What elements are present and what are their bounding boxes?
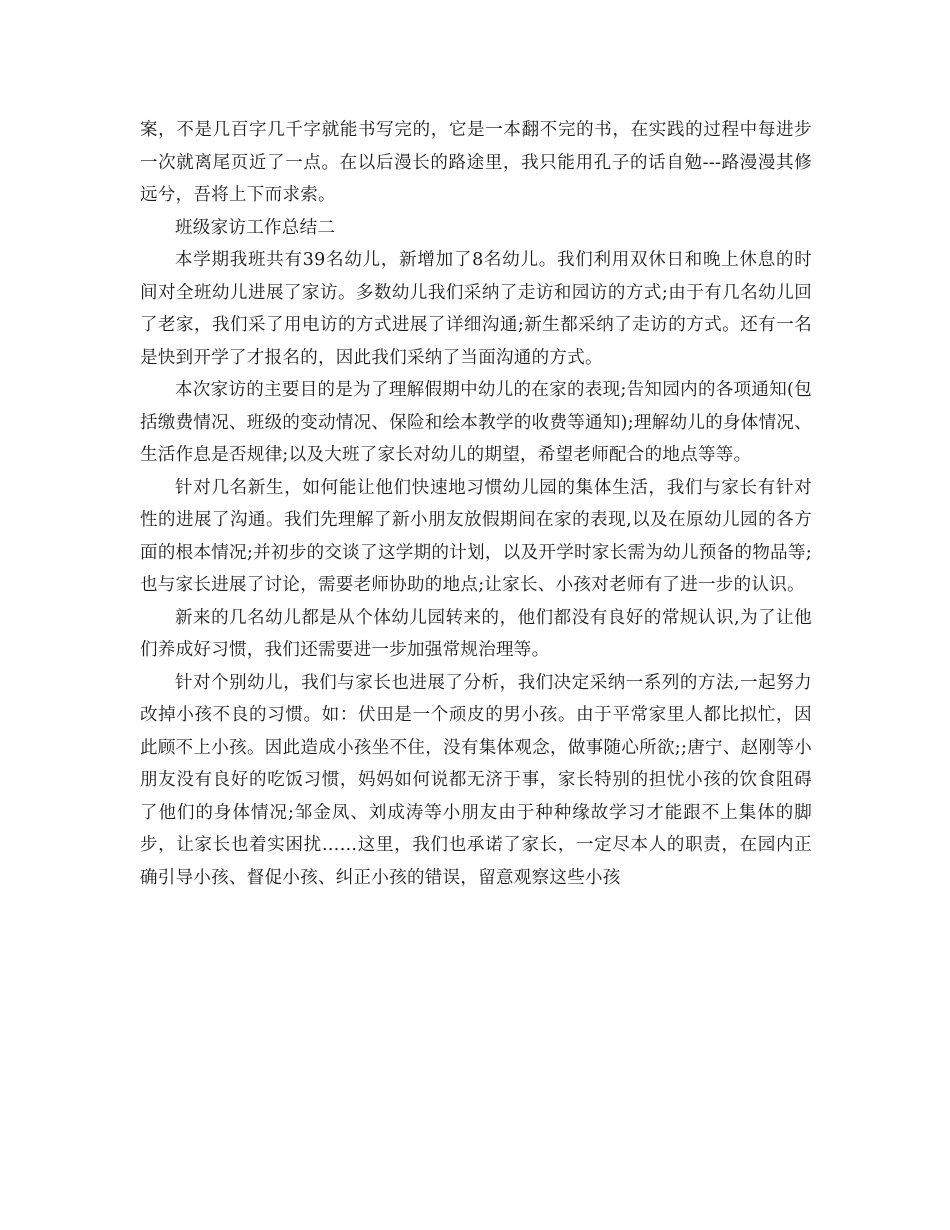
paragraph-class-overview: 本学期我班共有39名幼儿，新增加了8名幼儿。我们利用双休日和晚上休息的时间对全班幼儿进展了家访。多数幼儿我们采纳了走访和园访的方式;由于有几名幼儿回了老家，我们采了用电访的方式进展了详细沟通;新生都采纳了走访的方式。还有一名是快到开学了才报名的，因此我们采纳了当面沟通的方式。 (140, 250, 812, 368)
section-heading: 班级家访工作总结二 (175, 217, 336, 238)
paragraph-individual-children: 针对个别幼儿，我们与家长也进展了分析，我们决定采纳一系列的方法,一起努力改掉小孩不良的习惯。如：伏田是一个顽皮的男小孩。由于平常家里人都比拟忙，因此顾不上小孩。因此造成小孩坐不住，没有集体观念，做事随心所欲;;唐宁、赵刚等小朋友没有良好的吃饭习惯，妈妈如何说都无济于事，家长特别的担忧小孩的饮食阻碍了他们的身体情况;邹金凤、刘成涛等小朋友由于种种缘故学习才能跟不上集体的脚步，让家长也着实困扰……这里，我们也承诺了家长，一定尽本人的职责，在园内正确引导小孩、督促小孩、纠正小孩的错误，留意观察这些小孩 (140, 672, 812, 888)
paragraph-continuation: 案，不是几百字几千字就能书写完的，它是一本翻不完的书，在实践的过程中每进步一次就离尾页近了一点。在以后漫长的路途里，我只能用孔子的话自勉---路漫漫其修远兮，吾将上下而求索。 (140, 120, 812, 205)
paragraph-new-students: 针对几名新生，如何能让他们快速地习惯幼儿园的集体生活，我们与家长有针对性的进展了沟通。我们先理解了新小朋友放假期间在家的表现,以及在原幼儿园的各方面的根本情况;并初步的交谈了这学期的计划，以及开学时家长需为幼儿预备的物品等;也与家长进展了讨论，需要老师协助的地点;让家长、小孩对老师有了进一步的认识。 (140, 477, 812, 595)
document-body (140, 114, 812, 894)
paragraph-visit-purpose: 本次家访的主要目的是为了理解假期中幼儿的在家的表现;告知园内的各项通知(包括缴费情况、班级的变动情况、保险和绘本教学的收费等通知);理解幼儿的身体情况、生活作息是否规律;以及大班了家长对幼儿的期望，希望老师配合的地点等等。 (140, 380, 812, 465)
paragraph-transfer-students: 新来的几名幼儿都是从个体幼儿园转来的，他们都没有良好的常规认识,为了让他们养成好习惯，我们还需要进一步加强常规治理等。 (140, 607, 812, 660)
